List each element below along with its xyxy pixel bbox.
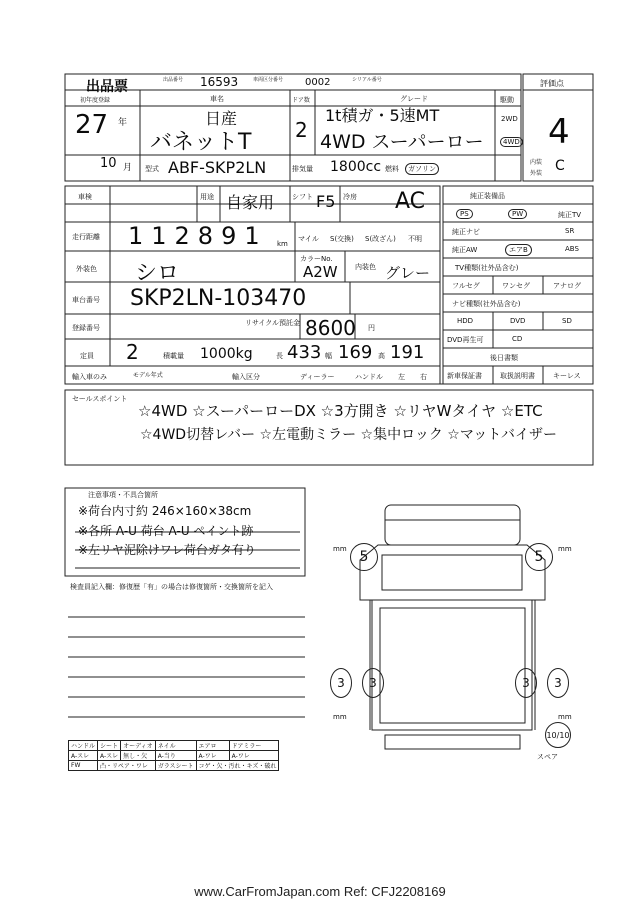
legend-h1: ハンドル [69,741,98,751]
damage-legend [68,740,279,771]
year-value: 27 [75,110,109,140]
drive-label: 駆動 [500,96,514,104]
displacement-label: 排気量 [292,165,313,173]
inspection-label: 車検 [78,193,92,201]
equip-navi: 純正ナビ [452,228,480,236]
navi-dvd: DVD [510,317,526,325]
drive-4wd: 4WD [500,137,523,147]
mile-opt-1: S(交換) [330,235,354,243]
legend-glass: ガラスシート [155,761,196,771]
equip-abs: ABS [565,245,579,253]
legend-seat: コゲ・欠・汚れ・キズ・破れ [196,761,279,771]
navi-sd: SD [562,317,572,325]
legend-fw: FW [69,761,98,771]
notes-label: 注意事項・不具合箇所 [88,491,158,499]
spare-label: スペア [537,753,558,761]
mm-rl: mm [333,713,347,721]
mile-label: マイル [298,235,319,243]
handle-label: ハンドル [355,373,383,381]
import-label: 輸入車のみ [72,373,107,381]
legend-v4: A-当り [155,751,196,761]
chassis-value: SKP2LN-103470 [130,286,307,311]
inspector-label: 検査員記入欄：修復歴「有」の場合は修復箇所・交換箇所を記入 [70,583,273,591]
rating-label: 評価点 [540,79,564,88]
reg-no-label: 登録番号 [72,324,100,332]
navi-cd: CD [512,335,523,343]
fuel-label: 燃料 [385,165,399,173]
tv-type-label: TV種類(社外品含む) [455,264,519,272]
shift-label: シフト [292,193,313,201]
width-value: 169 [338,342,373,363]
equip-tv: 純正TV [558,211,582,219]
purpose-label: 用途 [200,193,214,201]
length-value: 433 [287,342,322,363]
handle-left: 左 [398,373,405,381]
mm-fl: mm [333,545,347,553]
width-label: 幅 [325,352,332,360]
category-no: 0002 [305,77,331,88]
ac-value: AC [395,189,426,214]
mm-rr: mm [558,713,572,721]
legend-v6: A-ワレ [229,751,279,761]
tire-rear-right-outer: 3 [547,668,569,698]
model-value: バネットT [150,130,252,155]
month-unit: 月 [123,163,133,173]
notes-line2: ※各所 A-U 荷台 A-U ペイント跡 [78,524,254,538]
tv-fullseg: フルセグ [452,282,480,290]
notes-line3: ※左リヤ泥除けワレ荷台ガタ有り [78,543,256,557]
sales-point-label: セールスポイント [72,395,128,403]
legend-h2: シート [98,741,121,751]
height-label: 高 [378,352,385,360]
model-type-value: ABF-SKP2LN [168,158,267,177]
rating-value: 4 [548,112,570,152]
tire-rear-right-inner: 3 [515,668,537,698]
mm-fr: mm [558,545,572,553]
doors-label: ドア数 [292,97,310,104]
mileage-label: 走行距離 [72,233,100,241]
shift-value: F5 [316,192,336,211]
footer-reference: www.CarFromJapan.com Ref: CFJ2208169 [194,884,446,899]
year-unit: 年 [118,118,128,128]
ext-color-label: 外装色 [76,265,97,273]
import-type-label: 輸入区分 [232,373,260,381]
km-unit: km [277,240,288,248]
length-label: 長 [276,352,283,360]
legend-v3: 無し・欠 [121,751,156,761]
tire-front-left: 5 [350,543,378,571]
sales-point-line2: ☆4WD切替レバー ☆左電動ミラー ☆集中ロック ☆マットバイザー [140,427,557,443]
fuel-value: ガソリン [405,163,439,175]
grade-line1: 1t積ガ・5速MT [325,106,440,125]
legend-h4: ネイル [155,741,196,751]
mileage-value: 112891 [128,222,268,250]
tire-front-right: 5 [525,543,553,571]
legend-v2: A-スレ [98,751,121,761]
capacity-label: 定員 [80,352,94,360]
sheet-title: 出品票 [86,79,128,95]
legend-v5: A-ワレ [196,751,229,761]
navi-dvd-play: DVD再生可 [447,336,484,344]
equip-airbag: エアB [505,244,532,256]
notes-line1: ※荷台内寸約 246×160×38cm [78,504,252,518]
model-type-label: 型式 [145,165,159,173]
maker-value: 日産 [205,109,238,128]
int-color-label: 内装色 [355,263,376,271]
legend-h6: ドアミラー [229,741,279,751]
month-value: 10 [100,156,117,171]
tire-rear-left-inner: 3 [362,668,384,698]
recycle-value: 8600 [305,316,356,340]
doors-value: 2 [295,118,308,142]
purpose-value: 自家用 [226,193,275,212]
navi-type-label: ナビ種類(社外品含む) [452,300,521,308]
color-no-value: A2W [303,263,338,281]
legend-h5: エアロ [196,741,229,751]
mile-opt-3: 不明 [408,235,422,243]
capacity-value: 2 [126,340,139,364]
year-label: 初年度登録 [80,97,111,104]
tv-analog: アナログ [553,282,581,290]
equip-aw: 純正AW [452,246,478,254]
drive-2wd: 2WD [501,115,518,123]
equip-ps: PS [456,209,473,219]
load-label: 積載量 [163,352,184,360]
interior-grade: C [555,158,565,174]
interior-label: 内装 [530,159,543,166]
category-label: 車両区分番号 [253,77,284,83]
tv-oneseg: ワンセグ [502,282,530,290]
after-manual: 取扱説明書 [500,372,535,380]
legend-fw-value: 凸・リペア・ワレ [98,761,156,771]
legend-h3: オーディオ [121,741,156,751]
exhibit-no-label: 出品番号 [163,77,184,83]
dealer-label: ディーラー [300,373,335,381]
recycle-label: リサイクル預託金 [245,319,301,327]
after-docs-label: 後日書類 [490,354,518,362]
handle-right: 右 [420,373,427,381]
serial-label: シリアル番号 [352,77,382,83]
grade-label: グレード [400,95,428,103]
tire-spare: 10/10 [545,722,571,748]
equip-sr: SR [565,227,575,235]
legend-v1: A-スレ [69,751,98,761]
mile-opt-2: S(改ざん) [365,235,396,243]
color-no-label: カラーNo. [300,255,333,263]
after-warranty: 新車保証書 [447,372,482,380]
sales-point-line1: ☆4WD ☆スーパーローDX ☆3方開き ☆リヤWタイヤ ☆ETC [138,402,543,420]
recycle-unit: 円 [368,324,375,332]
height-value: 191 [390,342,425,363]
equipment-title: 純正装備品 [470,192,505,200]
int-color-value: グレー [385,264,431,282]
chassis-label: 車台番号 [72,296,100,304]
exhibit-no: 16593 [200,75,239,89]
exterior-label: 外装 [530,170,543,177]
ext-color-value: シロ [135,261,180,286]
equip-pw: PW [508,209,527,219]
maker-label: 車名 [210,95,224,103]
grade-line2: 4WD スーパーロー [320,131,484,153]
model-year-label: モデル年式 [133,372,163,379]
load-value: 1000kg [200,346,253,362]
ac-label: 冷房 [343,193,357,201]
navi-hdd: HDD [457,317,474,325]
displacement-value: 1800cc [330,159,382,175]
after-keyless: キーレス [553,372,581,380]
tire-rear-left-outer: 3 [330,668,352,698]
